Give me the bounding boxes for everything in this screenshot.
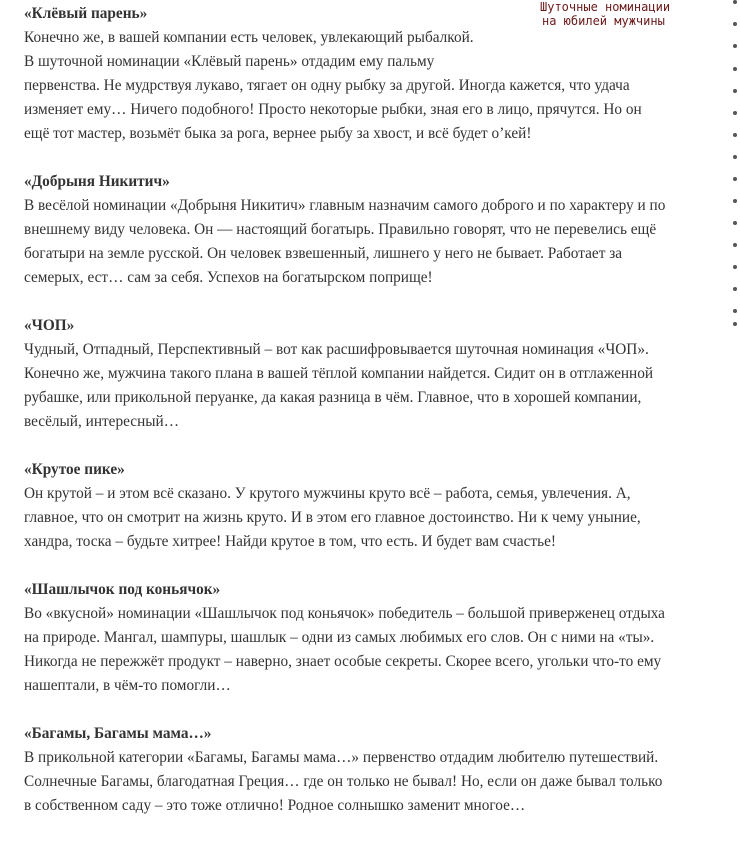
nomination-line: Солнечные Багамы, благодатная Греция… где он только не бывал! Но, если он даже бывал только xyxy=(24,773,663,790)
nomination-title: «Багамы, Багамы мама…» xyxy=(24,725,212,742)
bullet-icon xyxy=(733,0,737,4)
nomination-line: Никогда не пережжёт продукт – наверно, знает особые секреты. Скорее всего, угольки что-то ему xyxy=(24,653,662,670)
bullet-icon xyxy=(733,287,737,291)
nomination-title: «Клёвый парень» xyxy=(24,5,148,22)
nomination-line: семерых, ест… сам за себя. Успехов на богатырском поприще! xyxy=(24,269,433,286)
sidebar-bullet-list xyxy=(729,0,740,340)
bullet-icon xyxy=(733,44,737,48)
nomination-title: «Крутое пике» xyxy=(24,461,125,478)
nomination-title: «Добрыня Никитич» xyxy=(24,173,170,190)
nomination-line: В шуточной номинации «Клёвый парень» отдадим ему пальму xyxy=(24,53,435,70)
article-body xyxy=(24,2,714,842)
nomination-line: В весёлой номинации «Добрыня Никитич» главным назначим самого доброго и по характеру и по xyxy=(24,197,666,214)
bullet-icon xyxy=(733,89,737,93)
bullet-icon xyxy=(733,177,737,181)
nomination-line: Он крутой – и этом всё сказано. У крутого мужчины круто всё – работа, семья, увлечения. А, xyxy=(24,485,631,502)
nomination-line: главное, что он смотрит на жизнь круто. И в этом его главное достоинство. Ни к чему уныние, xyxy=(24,509,641,526)
related-link-line: на юбилей мужчины xyxy=(542,14,665,28)
nomination-title: «ЧОП» xyxy=(24,317,75,334)
bullet-icon xyxy=(733,309,737,313)
bullet-icon xyxy=(733,265,737,269)
nomination-krutoe-pike xyxy=(24,458,714,554)
nomination-chop xyxy=(24,314,714,434)
nomination-line: Конечно же, в вашей компании есть человек, увлекающий рыбалкой. xyxy=(24,29,474,46)
nomination-line: ещё тот мастер, возьмёт быка за рога, вернее рыбу за хвост, и всё будет о’кей! xyxy=(24,125,532,142)
nomination-line: В прикольной категории «Багамы, Багамы мама…» первенство отдадим любителю путешествий. xyxy=(24,749,659,766)
related-link-line: Шуточные номинации xyxy=(540,0,671,14)
bullet-icon xyxy=(733,155,737,159)
nomination-line: на природе. Мангал, шампуры, шашлык – одни из самых любимых его слов. Он с ними на «ты». xyxy=(24,629,655,646)
nomination-line: внешнему виду человека. Он — настоящий богатырь. Правильно говорят, что не перевелись ещё xyxy=(24,221,657,238)
nomination-line: нашептали, в чём-то помогли… xyxy=(24,677,231,694)
bullet-icon xyxy=(733,111,737,115)
nomination-line: весёлый, интересный… xyxy=(24,413,180,430)
bullet-icon xyxy=(733,221,737,225)
nomination-line: рубашке, или прикольной перуанке, да какая разница в чём. Главное, что в хорошей компании, xyxy=(24,389,642,406)
bullet-icon xyxy=(733,133,737,137)
bullet-icon xyxy=(733,67,737,71)
nomination-line: Чудный, Отпадный, Перспективный – вот как расшифровывается шуточная номинация «ЧОП». xyxy=(24,341,649,358)
bullet-icon xyxy=(733,243,737,247)
nomination-shashlychok xyxy=(24,578,714,698)
nomination-line: в собственном саду – это тоже отлично! Родное солнышко заменит многое… xyxy=(24,797,526,814)
nomination-dobrynya-nikitich xyxy=(24,170,714,290)
bullet-icon xyxy=(733,199,737,203)
nomination-line: хандра, тоска – будьте хитрее! Найди крутое в том, что есть. И будет вам счастье! xyxy=(24,533,556,550)
nomination-line: богатыри на земле русской. Он человек взвешенный, лишнего у него не бывает. Работает за xyxy=(24,245,623,262)
bullet-icon xyxy=(733,322,737,326)
nomination-bagamy xyxy=(24,722,714,818)
nomination-line: Во «вкусной» номинации «Шашлычок под коньячок» победитель – большой приверженец отдыха xyxy=(24,605,665,622)
nomination-title: «Шашлычок под коньячок» xyxy=(24,581,221,598)
nomination-line: первенства. Не мудрствуя лукаво, тягает он одну рыбку за другой. Иногда кажется, что удача xyxy=(24,77,630,94)
related-link-tag[interactable] xyxy=(540,0,680,28)
nomination-line: изменяет ему… Ничего подобного! Просто некоторые рыбки, зная его в лицо, прячутся. Но он xyxy=(24,101,642,118)
nomination-line: Конечно же, мужчина такого плана в вашей тёплой компании найдется. Сидит он в отглаженной xyxy=(24,365,654,382)
bullet-icon xyxy=(733,22,737,26)
